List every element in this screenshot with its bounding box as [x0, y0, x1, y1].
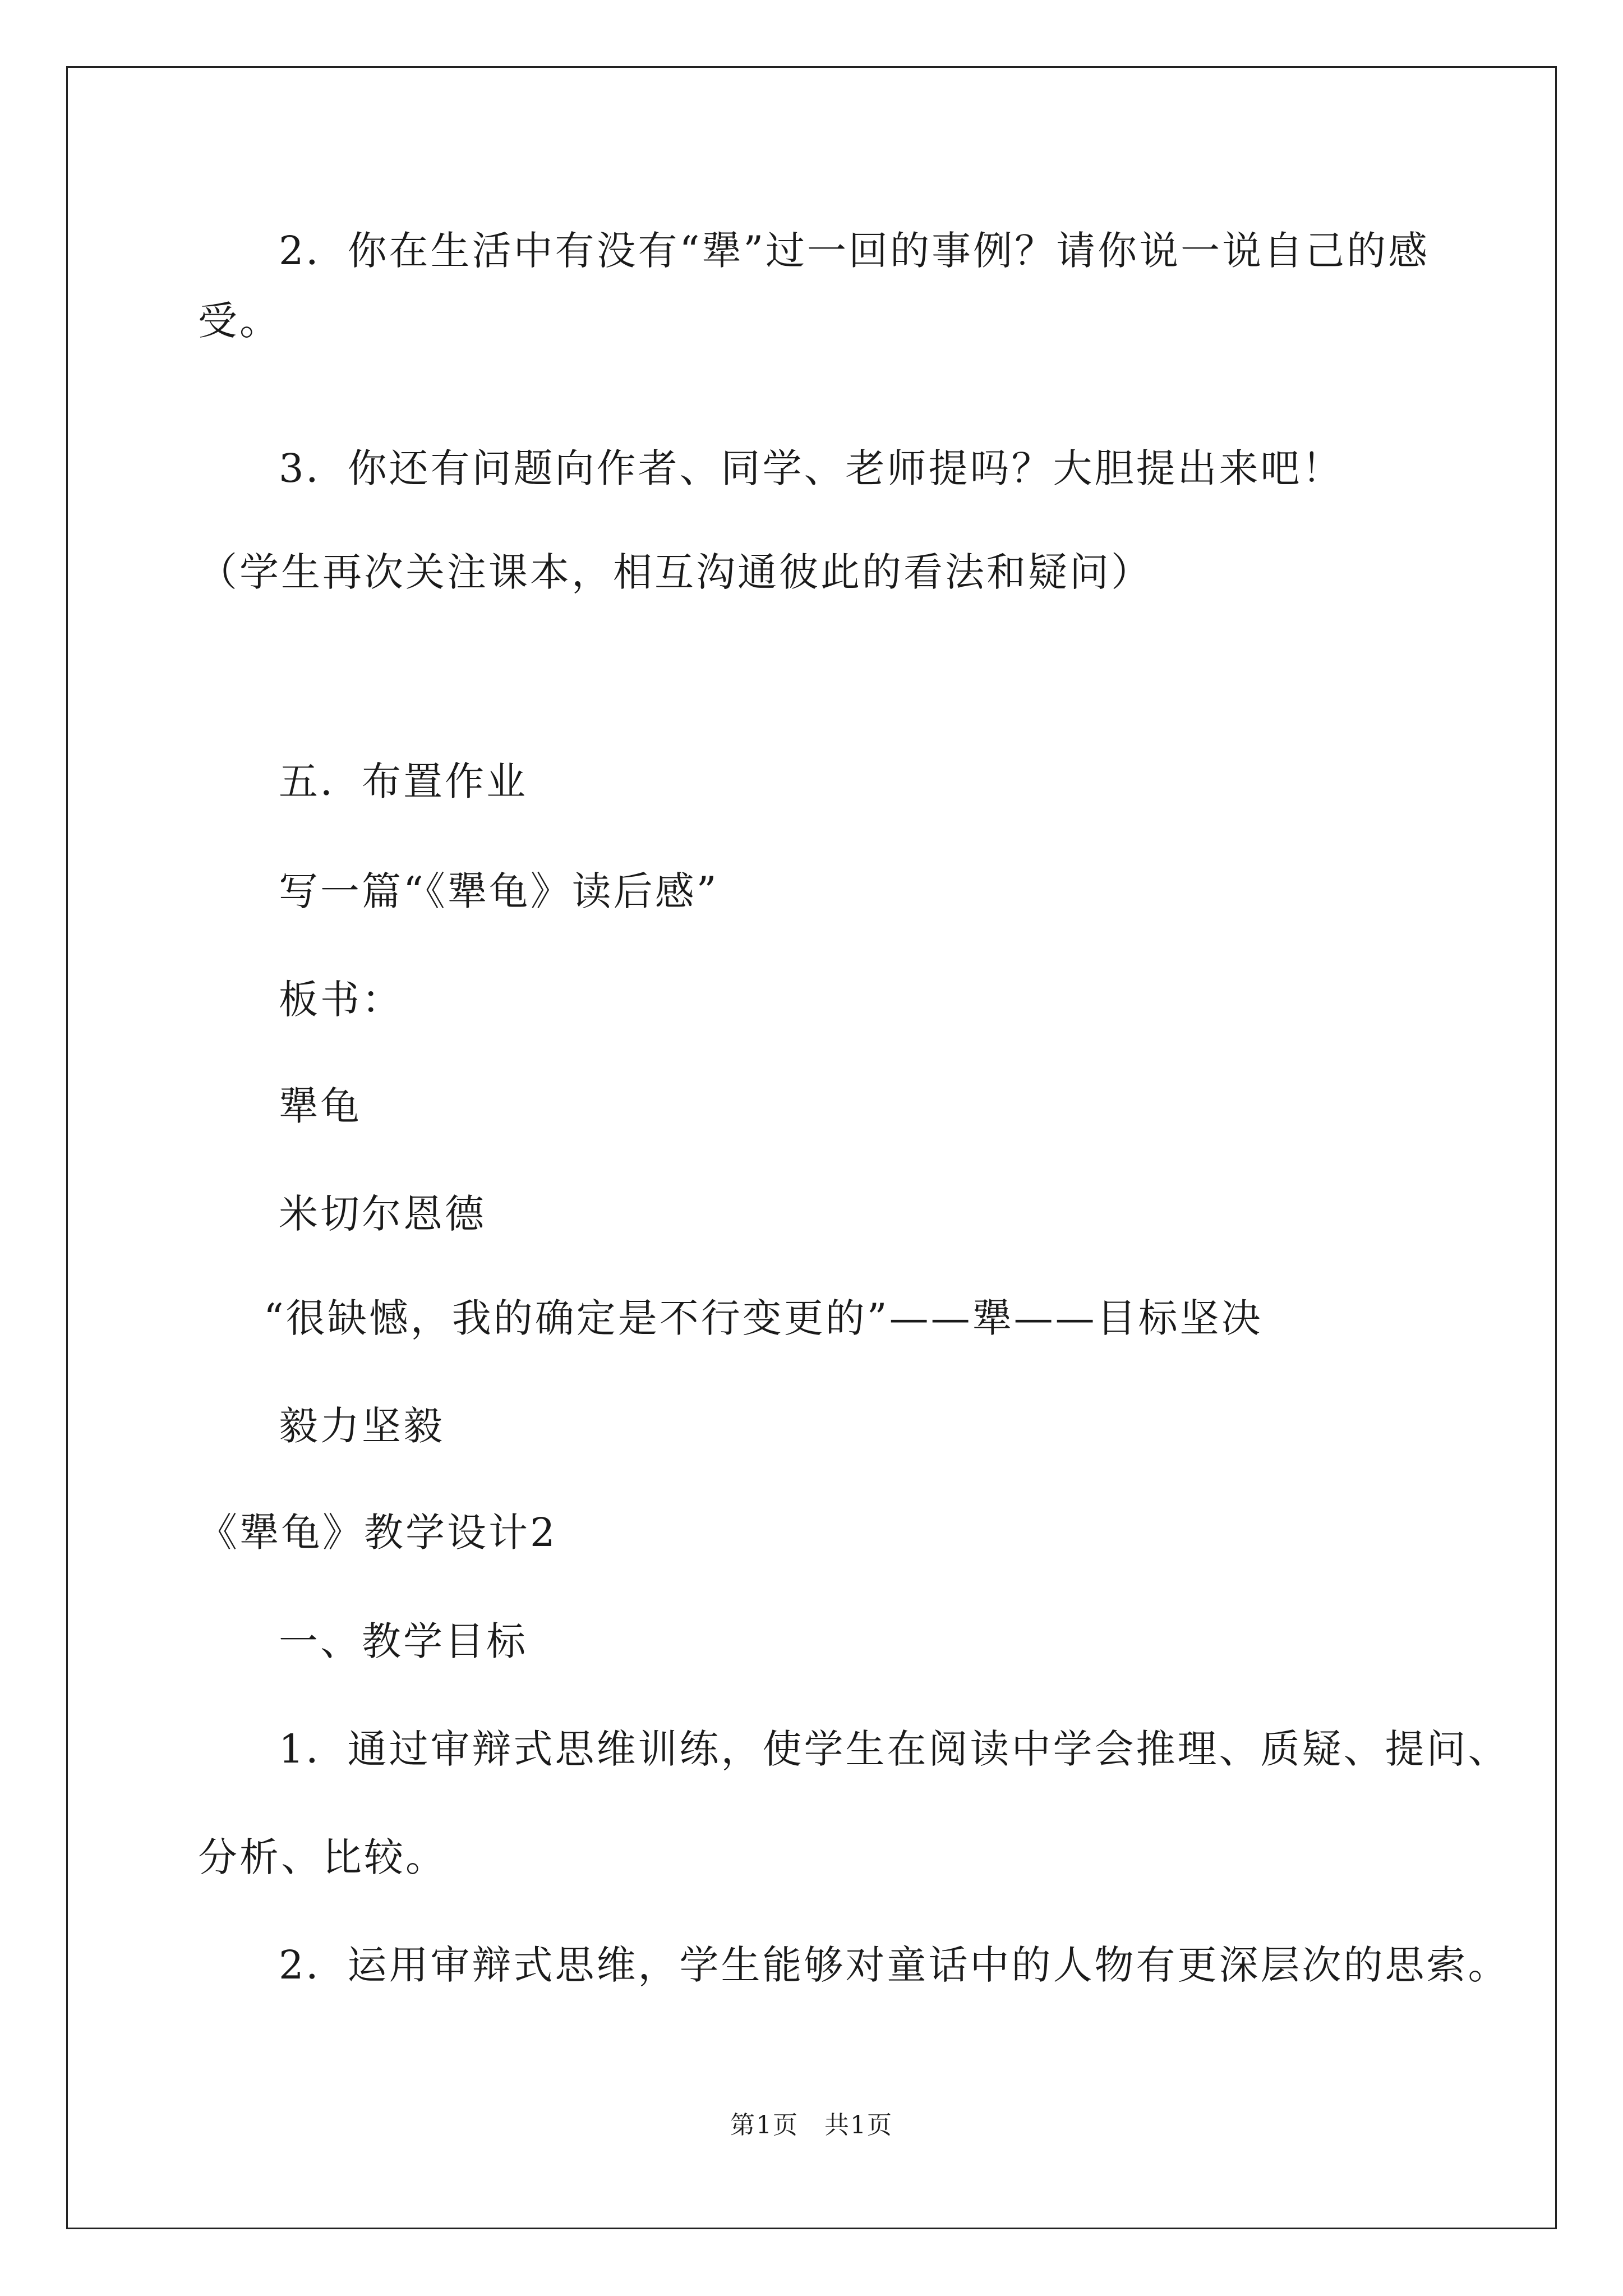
document-title: 《犟龟》教学设计2	[198, 1510, 557, 1556]
paragraph-line: 毅力坚毅	[279, 1403, 445, 1449]
paragraph-line: 受。	[198, 298, 281, 344]
paragraph-line: 2．运用审辩式思维，学生能够对童话中的人物有更深层次的思索。	[279, 1942, 1510, 1988]
paragraph-line: 分析、比较。	[198, 1834, 447, 1880]
page-border	[66, 66, 1557, 2229]
paragraph-line: 米切尔恩德	[279, 1191, 486, 1237]
paragraph-line: 1．通过审辩式思维训练，使学生在阅读中学会推理、质疑、提问、	[279, 1726, 1510, 1772]
section-heading: 一、教学目标	[279, 1618, 528, 1664]
paragraph-line: 犟龟	[279, 1083, 362, 1129]
paragraph-line: （学生再次关注课本，相互沟通彼此的看法和疑问）	[198, 549, 1152, 595]
paragraph-line: 写一篇“《犟龟》读后感”	[279, 868, 719, 914]
paragraph-line: 板书：	[279, 977, 403, 1023]
page-number-footer: 第1页 共1页	[730, 2111, 893, 2139]
paragraph-line: 3．你还有问题向作者、同学、老师提吗？大胆提出来吧！	[279, 445, 1344, 491]
paragraph-line: “很缺憾，我的确定是不行变更的”——犟——目标坚决	[264, 1295, 1263, 1341]
paragraph-line: 2．你在生活中有没有“犟”过一回的事例？请你说一说自己的感	[279, 228, 1430, 274]
section-heading: 五．布置作业	[279, 758, 528, 804]
